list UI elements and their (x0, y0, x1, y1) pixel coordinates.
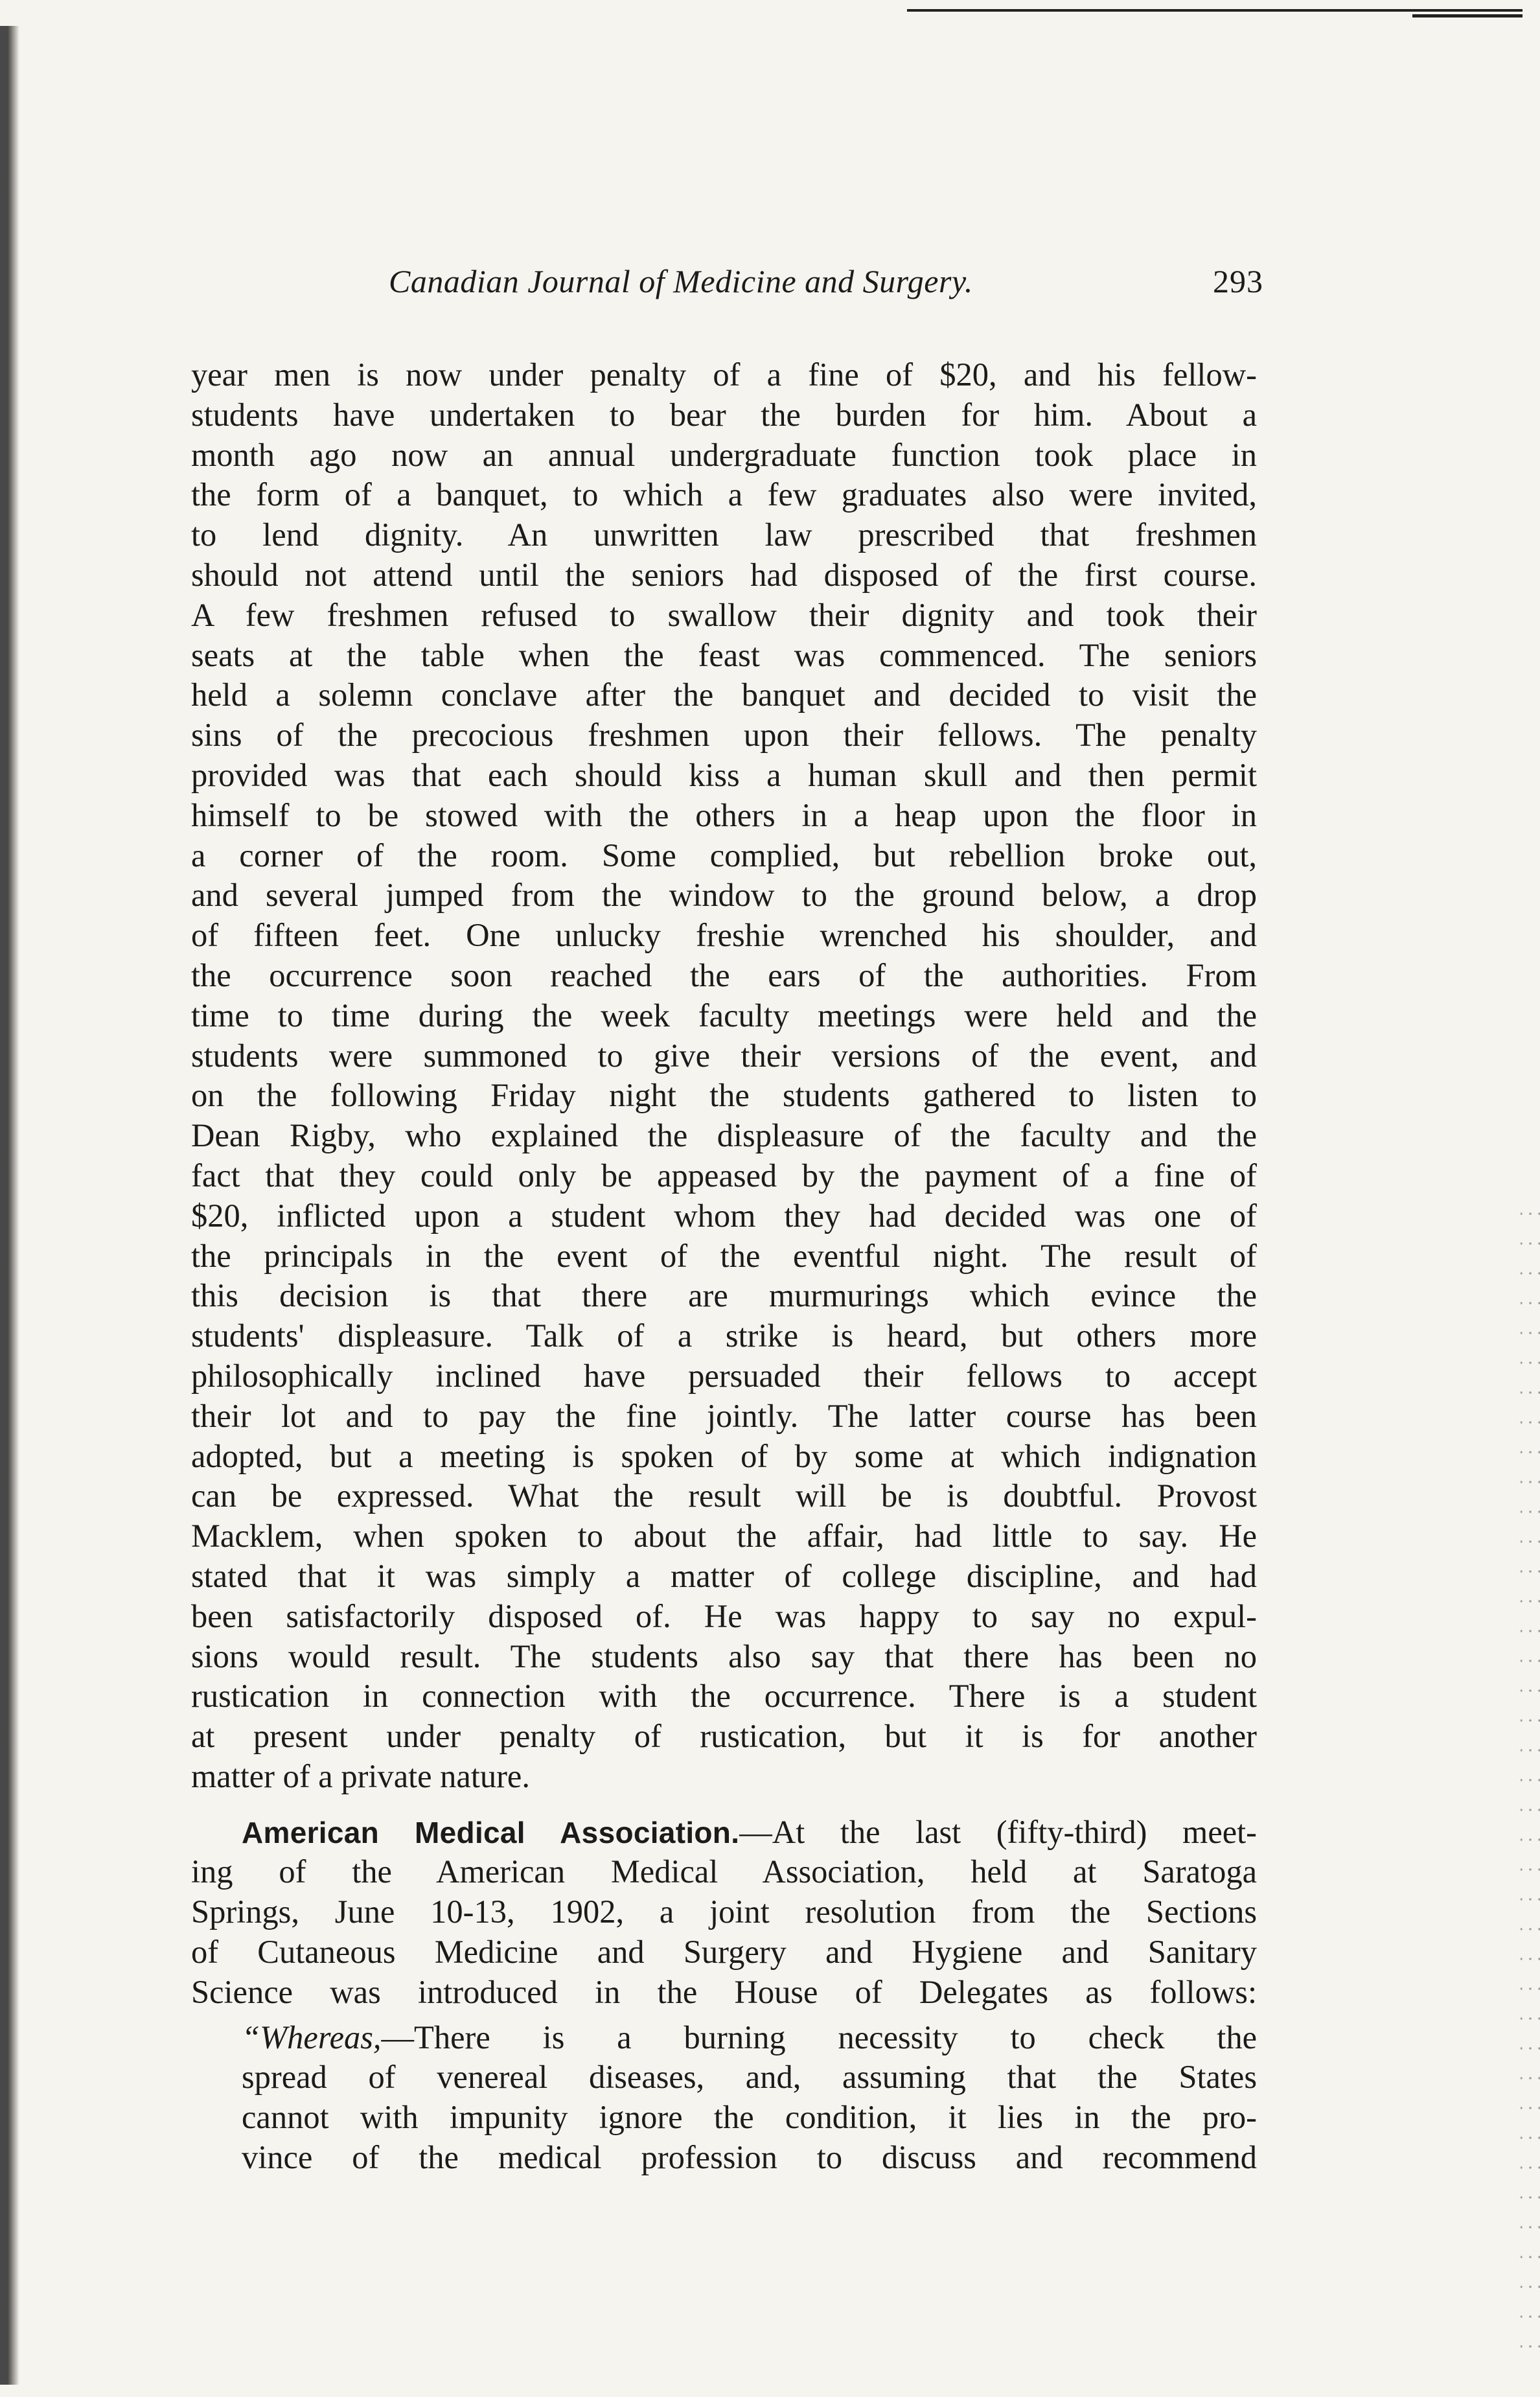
text-line: to lend dignity. An unwritten law prescribed that freshmen (191, 516, 1257, 553)
text-line: cannot with impunity ignore the condition, it lies in the pro- (242, 2099, 1257, 2136)
article-body (191, 355, 1257, 2178)
text-line: time to time during the week faculty meetings were held and the (191, 997, 1257, 1034)
text-line: stated that it was simply a matter of college discipline, and had (191, 1557, 1257, 1594)
text-line: their lot and to pay the fine jointly. The latter course has been (191, 1397, 1257, 1434)
top-rule-line-thick (1412, 14, 1523, 17)
quote-first-line (242, 2018, 1257, 2058)
running-head (389, 262, 1263, 308)
text-line: $20, inflicted upon a student whom they had decided was one of (191, 1197, 1257, 1234)
text-line: matter of a private nature. (191, 1757, 530, 1794)
text-line: vince of the medical profession to discuss and recommend (242, 2139, 1257, 2176)
text-line: rustication in connection with the occurrence. There is a student (191, 1678, 1257, 1715)
text-line: A few freshmen refused to swallow their dignity and took their (191, 596, 1257, 633)
text-line: year men is now under penalty of a fine of $20, and his fellow- (191, 356, 1257, 393)
section-heading: American Medical Association. (242, 1815, 740, 1849)
text-line: a corner of the room. Some complied, but rebellion broke out, (191, 837, 1257, 874)
opening-quote-mark: “ (242, 2019, 260, 2055)
resolution-quote (191, 2018, 1257, 2178)
text-line: held a solemn conclave after the banquet and decided to visit the (191, 677, 1257, 713)
text-line: students have undertaken to bear the burden for him. About a (191, 396, 1257, 433)
heading-line-text: —At the last (fifty-third) meet- (739, 1813, 1257, 1850)
paragraph-first-line (191, 1812, 1257, 1853)
text-line: the principals in the event of the eventful night. The result of (191, 1237, 1257, 1274)
text-line: can be expressed. What the result will be is doubtful. Provost (191, 1477, 1257, 1514)
text-line: adopted, but a meeting is spoken of by some at which indignation (191, 1437, 1257, 1474)
text-line: Springs, June 10-13, 1902, a joint resolution from the Sections (191, 1893, 1257, 1930)
text-line: this decision is that there are murmurings which evince the (191, 1277, 1257, 1314)
paragraph-american-medical-association (191, 1812, 1257, 2013)
paragraph-lines (191, 1852, 1257, 2012)
text-line: sions would result. The students also say that there has been no (191, 1638, 1257, 1674)
text-line: ing of the American Medical Association, held at Saratoga (191, 1853, 1257, 1890)
text-line: Dean Rigby, who explained the displeasure of the faculty and the (191, 1117, 1257, 1154)
text-line: sins of the precocious freshmen upon their fellows. The penalty (191, 717, 1257, 754)
text-line: and several jumped from the window to the ground below, a drop (191, 877, 1257, 914)
text-line: philosophically inclined have persuaded their fellows to accept (191, 1357, 1257, 1394)
top-rule-line (907, 9, 1523, 12)
text-line: students were summoned to give their versions of the event, and (191, 1037, 1257, 1074)
text-line: spread of venereal diseases, and, assuming that the States (242, 2059, 1257, 2096)
text-line: at present under penalty of rustication, but it is for another (191, 1718, 1257, 1755)
text-line: should not attend until the seniors had disposed of the first course. (191, 556, 1257, 593)
quote-first-line-text: —There is a burning necessity to check the (381, 2019, 1257, 2055)
text-line: the form of a banquet, to which a few graduates also were invited, (191, 476, 1257, 513)
text-line: Science was introduced in the House of Delegates as follows: (191, 1973, 1257, 2010)
text-line: students' displeasure. Talk of a strike is heard, but others more (191, 1317, 1257, 1354)
text-line: fact that they could only be appeased by the payment of a fine of (191, 1157, 1257, 1194)
text-line: of fifteen feet. One unlucky freshie wrenched his shoulder, and (191, 917, 1257, 954)
journal-title: Canadian Journal of Medicine and Surgery. (389, 263, 973, 299)
text-line: the occurrence soon reached the ears of the authorities. From (191, 956, 1257, 993)
binding-edge-shadow (0, 26, 19, 2385)
text-line: himself to be stowed with the others in a heap upon the floor in (191, 796, 1257, 833)
text-line: month ago now an annual undergraduate function took place in (191, 436, 1257, 473)
margin-specks (1521, 1199, 1540, 2365)
text-line: on the following Friday night the students gathered to listen to (191, 1077, 1257, 1114)
whereas-word: Whereas, (260, 2019, 382, 2055)
page-number: 293 (1213, 263, 1263, 299)
text-line: been satisfactorily disposed of. He was happy to say no expul- (191, 1597, 1257, 1634)
paragraph-college-discipline (191, 355, 1257, 1797)
text-line: provided was that each should kiss a human skull and then permit (191, 756, 1257, 793)
quote-lines (242, 2057, 1257, 2177)
text-line: Macklem, when spoken to about the affair, had little to say. He (191, 1518, 1257, 1555)
text-line: of Cutaneous Medicine and Surgery and Hygiene and Sanitary (191, 1934, 1257, 1971)
text-line: seats at the table when the feast was commenced. The seniors (191, 636, 1257, 673)
